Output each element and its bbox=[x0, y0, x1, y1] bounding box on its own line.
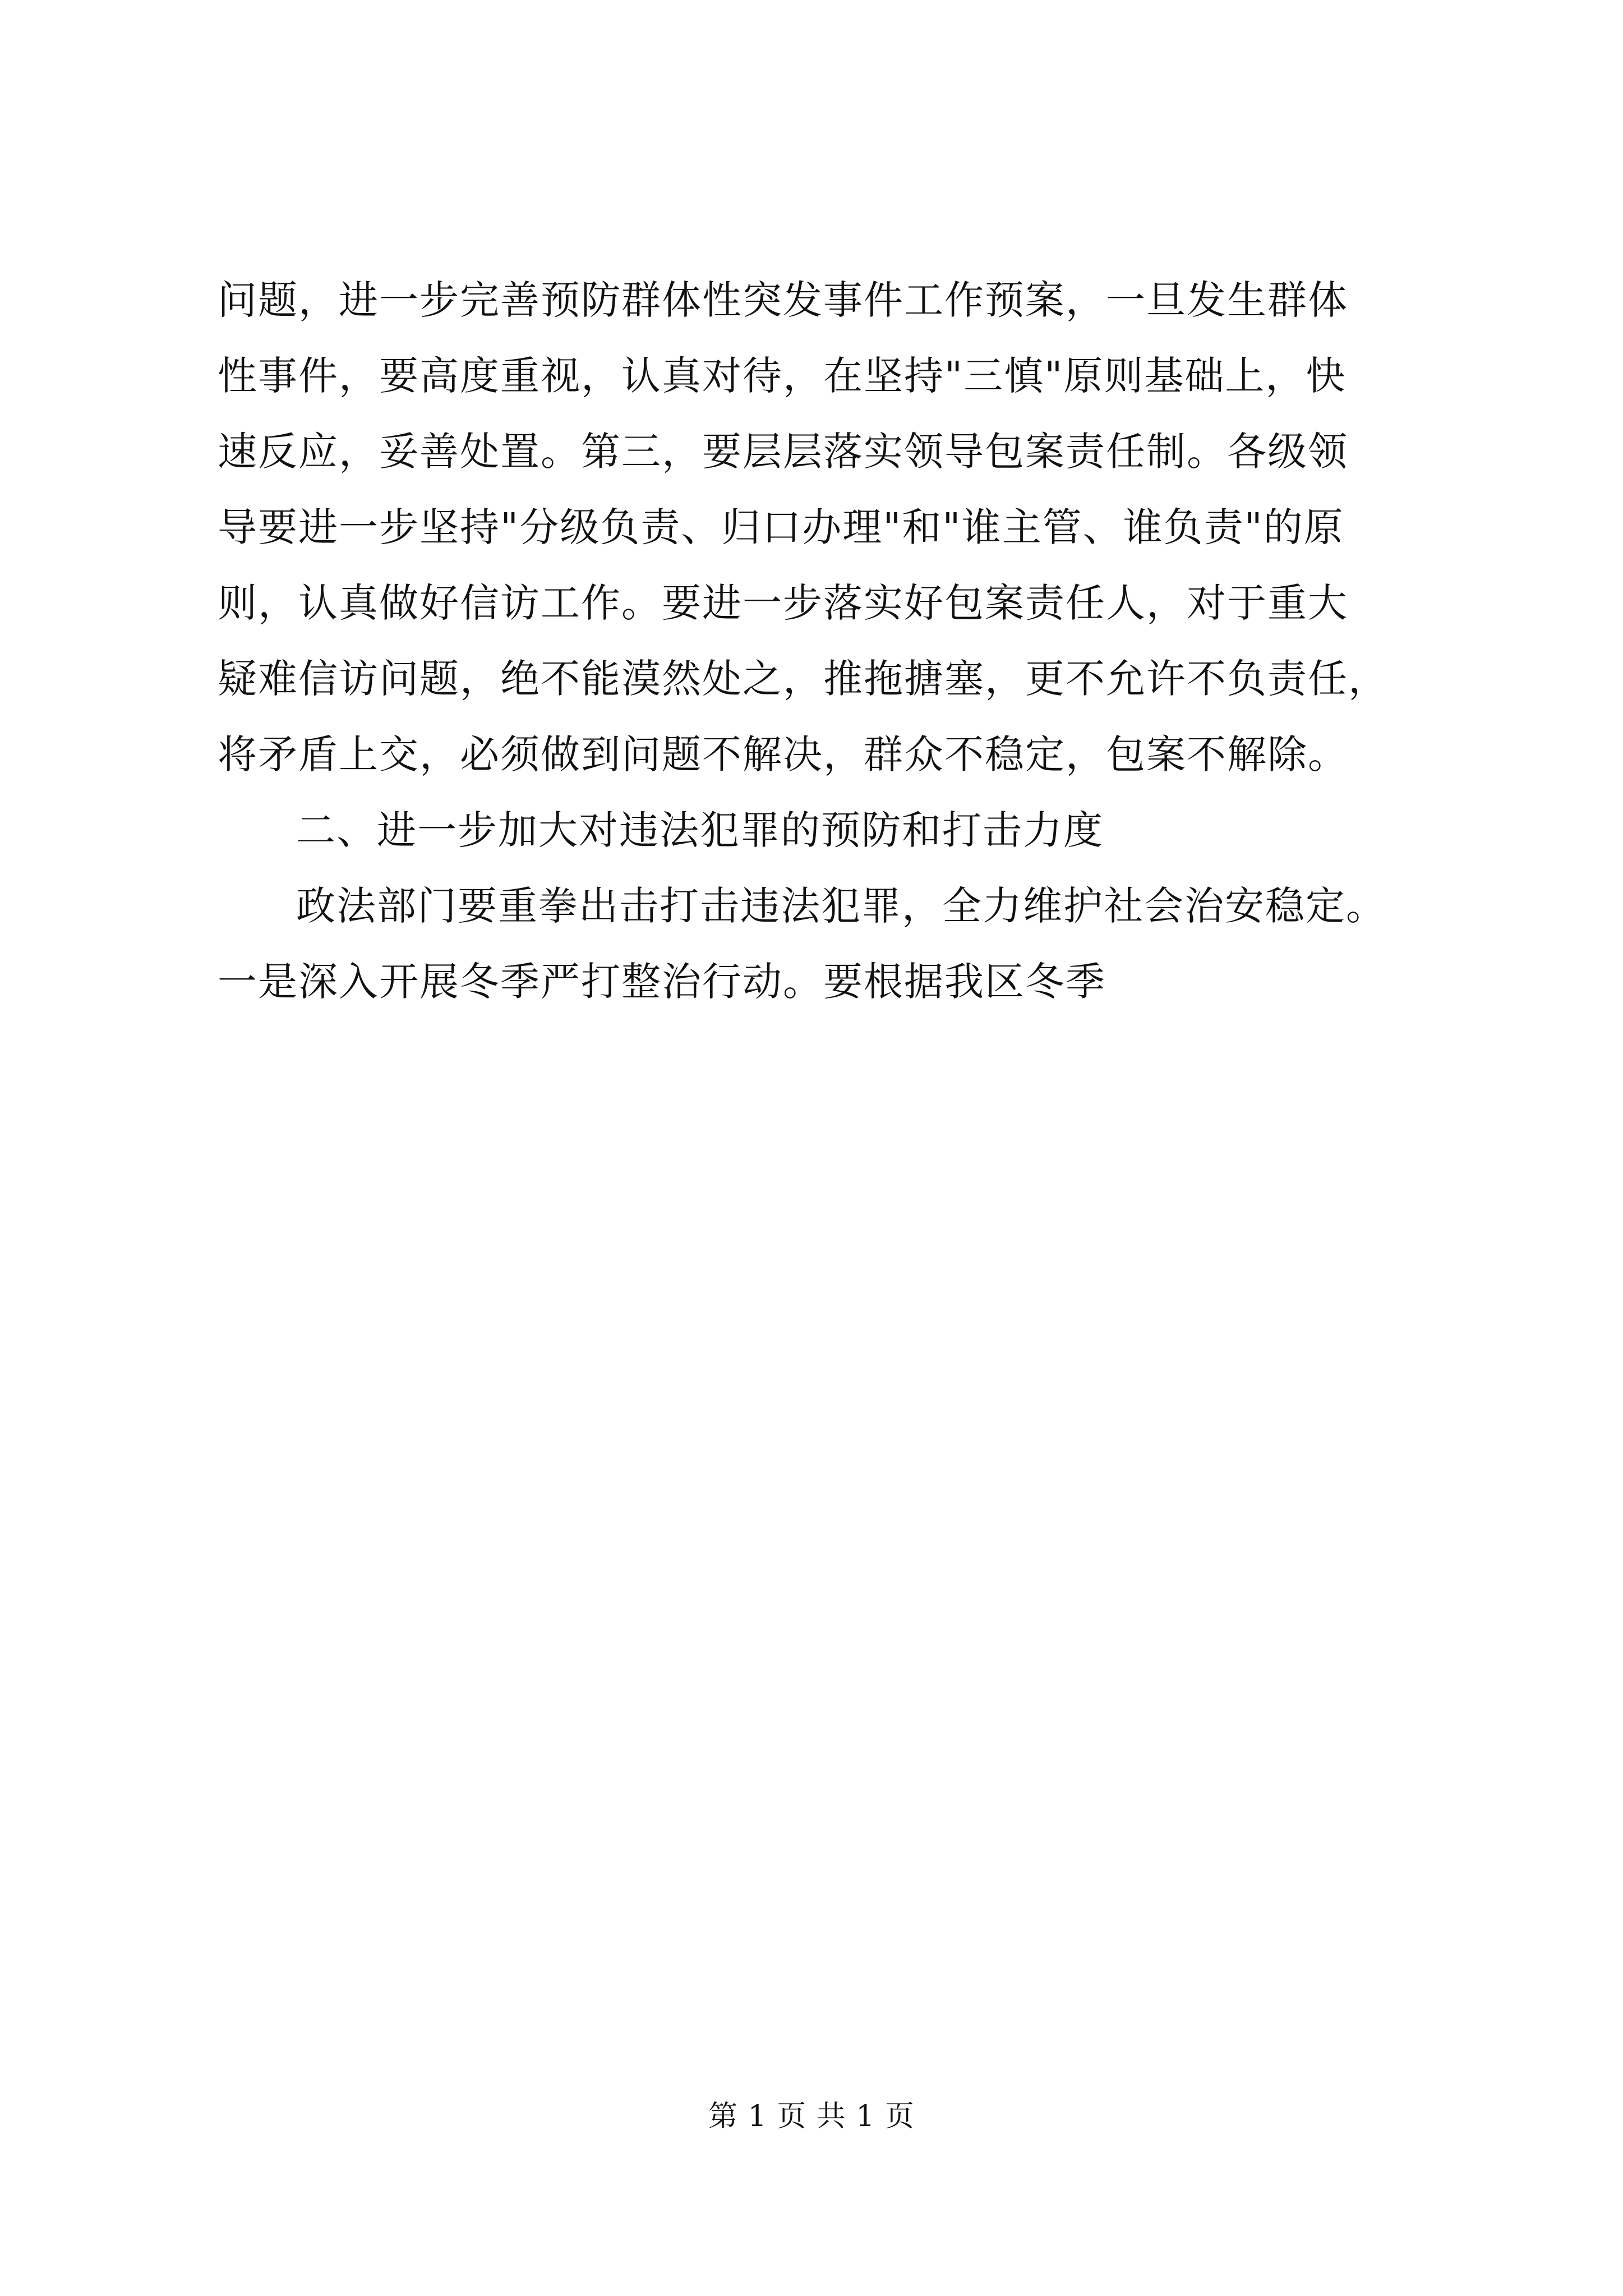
body-line: 导要进一步坚持"分级负责、归口办理"和"谁主管、谁负责"的原 bbox=[218, 504, 1344, 550]
body-line: 问题，进一步完善预防群体性突发事件工作预案，一旦发生群体 bbox=[218, 277, 1348, 323]
document-body bbox=[218, 263, 1412, 1020]
body-line: 速反应，妥善处置。第三，要层层落实领导包案责任制。各级领 bbox=[218, 429, 1348, 475]
body-line: 则，认真做好信访工作。要进一步落实好包案责任人，对于重大 bbox=[218, 580, 1348, 626]
body-line: 一是深入开展冬季严打整治行动。要根据我区冬季 bbox=[218, 959, 1106, 1005]
body-line: 性事件，要高度重视，认真对待，在坚持"三慎"原则基础上，快 bbox=[218, 353, 1347, 399]
body-line: 将矛盾上交，必须做到问题不解决，群众不稳定，包案不解除。 bbox=[218, 731, 1348, 777]
section-heading: 二、进一步加大对违法犯罪的预防和打击力度 bbox=[296, 807, 1104, 853]
page-footer: 第 1 页 共 1 页 bbox=[708, 2100, 915, 2133]
body-line: 疑难信访问题，绝不能漠然处之，推拖搪塞，更不允许不负责任， bbox=[218, 656, 1389, 702]
body-line: 政法部门要重拳出击打击违法犯罪，全力维护社会治安稳定。 bbox=[296, 883, 1386, 929]
